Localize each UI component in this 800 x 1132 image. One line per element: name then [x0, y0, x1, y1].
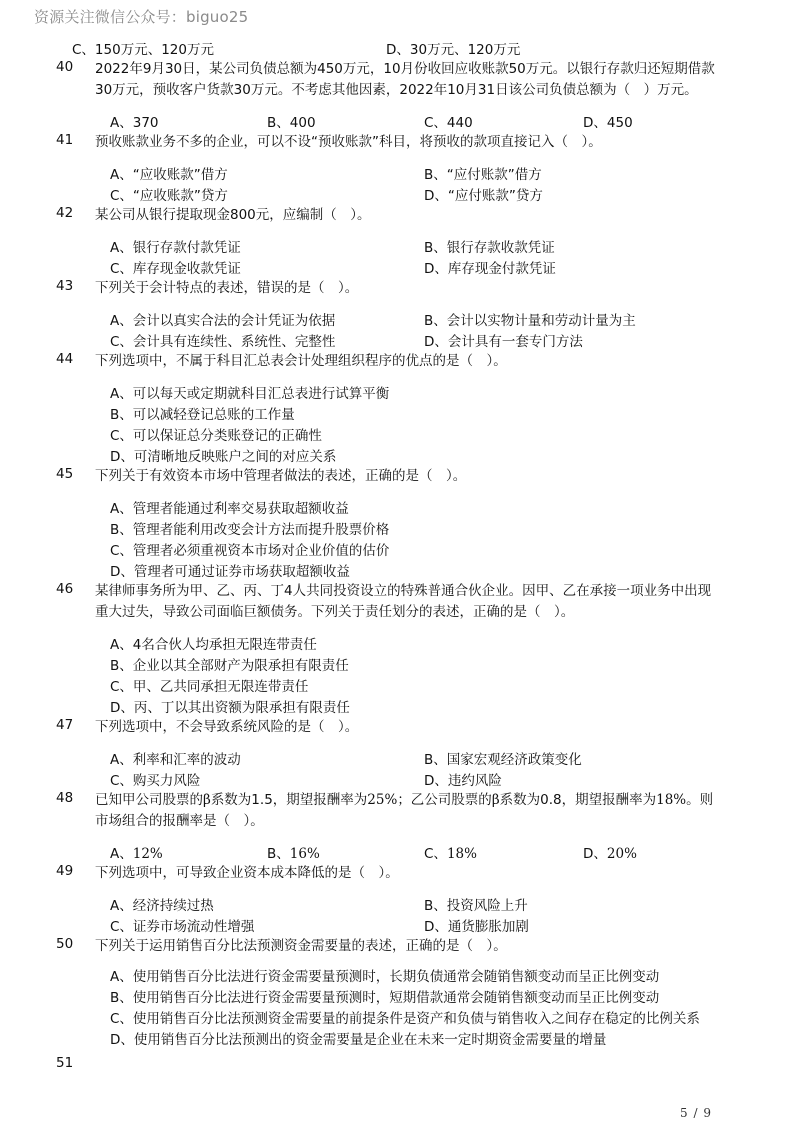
math-value: 25% — [367, 792, 398, 808]
option-a[interactable]: A、可以每天或定期就科目汇总表进行试算平衡 — [110, 386, 390, 402]
option-d[interactable]: D、使用销售百分比法预测出的资金需要量是企业在未来一定时期资金需要量的增量 — [110, 1032, 607, 1048]
option-a[interactable]: A、银行存款付款凭证 — [110, 240, 241, 256]
math-value: 18% — [656, 792, 687, 808]
question-stem: 下列关于运用销售百分比法预测资金需要量的表述，正确的是（ ）。 — [95, 938, 507, 954]
page-separator: / — [693, 1106, 699, 1120]
question-49 — [0, 863, 800, 884]
question-47 — [0, 717, 800, 738]
option-b[interactable]: B、可以减轻登记总账的工作量 — [110, 407, 295, 423]
question-number: 45 — [56, 466, 74, 482]
question-43-options-row1 — [0, 309, 800, 330]
question-41-options-row1 — [0, 163, 800, 184]
total-pages: 9 — [703, 1106, 712, 1120]
option-a[interactable]: A、管理者能通过利率交易获取超额收益 — [110, 501, 349, 517]
question-number: 48 — [56, 790, 74, 806]
option-b[interactable]: B、会计以实物计量和劳动计量为主 — [424, 313, 636, 329]
question-stem: 预收账款业务不多的企业，可以不设“预收账款”科目，将预收的款项直接记入（ ）。 — [95, 134, 602, 150]
option-b[interactable]: B、银行存款收款凭证 — [424, 240, 555, 256]
option-d[interactable]: D、450 — [583, 115, 633, 131]
option-a[interactable]: A、经济持续过热 — [110, 898, 214, 914]
option-a[interactable]: A、370 — [110, 115, 159, 131]
question-page — [0, 38, 800, 1071]
question-number: 49 — [56, 863, 74, 879]
question-42-options-row1 — [0, 236, 800, 257]
question-stem: 下列关于会计特点的表述，错误的是（ ）。 — [95, 280, 359, 296]
option-d[interactable]: D、通货膨胀加剧 — [424, 919, 529, 935]
option-c[interactable]: C、18% — [424, 846, 477, 862]
option-c[interactable]: C、150万元、120万元 — [72, 42, 214, 58]
question-number: 46 — [56, 581, 74, 597]
question-42 — [0, 205, 800, 226]
question-41 — [0, 132, 800, 153]
question-stem: 下列选项中，不属于科目汇总表会计处理组织程序的优点的是（ ）。 — [95, 353, 507, 369]
option-b[interactable]: B、投资风险上升 — [424, 898, 528, 914]
option-d[interactable]: D、20% — [583, 846, 637, 862]
question-stem: 下列关于有效资本市场中管理者做法的表述，正确的是（ ）。 — [95, 468, 467, 484]
question-46 — [0, 581, 800, 623]
option-a[interactable]: A、“应收账款”借方 — [110, 167, 228, 183]
option-d[interactable]: D、丙、丁以其出资额为限承担有限责任 — [110, 700, 350, 716]
prev-question-options — [0, 38, 800, 59]
option-b[interactable]: B、400 — [267, 115, 316, 131]
current-page: 5 — [680, 1106, 689, 1120]
option-c[interactable]: C、会计具有连续性、系统性、完整性 — [110, 334, 336, 350]
option-d[interactable]: D、30万元、120万元 — [386, 42, 521, 58]
option-b[interactable]: B、国家宏观经济政策变化 — [424, 752, 582, 768]
question-44 — [0, 351, 800, 372]
question-number: 50 — [56, 936, 74, 952]
question-stem: 2022年9月30日，某公司负债总额为450万元，10月份收回应收账款50万元。以银行存款归还短期借款30万元，预收客户货款30万元。不考虑其他因素，2022年10月31日该公司负债总额为（ ）万元。 — [95, 61, 715, 98]
option-c[interactable]: C、购买力风险 — [110, 773, 201, 789]
beta-symbol: β — [203, 792, 211, 808]
option-b[interactable]: B、使用销售百分比法进行资金需要量预测时，短期借款通常会随销售额变动而呈正比例变动 — [110, 990, 660, 1006]
question-42-options-row2 — [0, 257, 800, 278]
question-number: 44 — [56, 351, 74, 367]
question-stem: 下列选项中，不会导致系统风险的是（ ）。 — [95, 719, 359, 735]
question-47-options-row2 — [0, 769, 800, 790]
question-49-options-row2 — [0, 915, 800, 936]
beta-symbol: β — [491, 792, 500, 808]
option-b[interactable]: B、企业以其全部财产为限承担有限责任 — [110, 658, 349, 674]
option-c[interactable]: C、使用销售百分比法预测资金需要量的前提条件是资产和负债与销售收入之间存在稳定的比例关系 — [110, 1011, 700, 1027]
question-43 — [0, 278, 800, 299]
option-d[interactable]: D、“应付账款”贷方 — [424, 188, 543, 204]
question-48-options — [0, 842, 800, 863]
option-a[interactable]: A、使用销售百分比法进行资金需要量预测时，长期负债通常会随销售额变动而呈正比例变动 — [110, 969, 660, 985]
option-b[interactable]: B、管理者能利用改变会计方法而提升股票价格 — [110, 522, 390, 538]
question-number: 42 — [56, 205, 74, 221]
option-a[interactable]: A、12% — [110, 846, 163, 862]
option-b[interactable]: B、16% — [267, 846, 320, 862]
option-b[interactable]: B、“应付账款”借方 — [424, 167, 542, 183]
question-49-options-row1 — [0, 894, 800, 915]
question-41-options-row2 — [0, 184, 800, 205]
question-stem: 某公司从银行提取现金800元，应编制（ ）。 — [95, 207, 371, 223]
question-number: 47 — [56, 717, 74, 733]
question-number: 51 — [56, 1055, 74, 1071]
question-stem: 已知甲公司股票的β系数为1.5，期望报酬率为25%；乙公司股票的β系数为0.8，期望报酬率为18%。则市场组合的报酬率是（ ）。 — [95, 792, 714, 829]
option-a[interactable]: A、利率和汇率的波动 — [110, 752, 241, 768]
question-50 — [0, 936, 800, 957]
question-stem: 下列选项中，可导致企业资本成本降低的是（ ）。 — [95, 865, 399, 881]
option-d[interactable]: D、管理者可通过证券市场获取超额收益 — [110, 564, 350, 580]
question-number: 43 — [56, 278, 74, 294]
question-stem: 某律师事务所为甲、乙、丙、丁4人共同投资设立的特殊普通合伙企业。因甲、乙在承接一项业务中出现重大过失，导致公司面临巨额债务。下列关于责任划分的表述，正确的是（ ）。 — [95, 583, 712, 620]
option-c[interactable]: C、“应收账款”贷方 — [110, 188, 228, 204]
option-a[interactable]: A、4名合伙人均承担无限连带责任 — [110, 637, 317, 653]
question-48 — [0, 790, 800, 832]
option-c[interactable]: C、甲、乙共同承担无限连带责任 — [110, 679, 309, 695]
question-43-options-row2 — [0, 330, 800, 351]
option-c[interactable]: C、可以保证总分类账登记的正确性 — [110, 428, 322, 444]
question-40 — [0, 59, 800, 101]
option-c[interactable]: C、库存现金收款凭证 — [110, 261, 241, 277]
option-c[interactable]: C、440 — [424, 115, 473, 131]
question-number: 41 — [56, 132, 74, 148]
question-45 — [0, 466, 800, 487]
question-40-options — [0, 111, 800, 132]
option-c[interactable]: C、管理者必须重视资本市场对企业价值的估价 — [110, 543, 390, 559]
option-c[interactable]: C、证券市场流动性增强 — [110, 919, 255, 935]
option-d[interactable]: D、会计具有一套专门方法 — [424, 334, 583, 350]
option-d[interactable]: D、可清晰地反映账户之间的对应关系 — [110, 449, 337, 465]
page-indicator — [680, 1106, 712, 1120]
watermark-text: 资源关注微信公众号：biguo25 — [34, 8, 249, 26]
option-d[interactable]: D、违约风险 — [424, 773, 502, 789]
question-number: 40 — [56, 59, 74, 75]
option-d[interactable]: D、库存现金付款凭证 — [424, 261, 556, 277]
option-a[interactable]: A、会计以真实合法的会计凭证为依据 — [110, 313, 336, 329]
question-47-options-row1 — [0, 748, 800, 769]
